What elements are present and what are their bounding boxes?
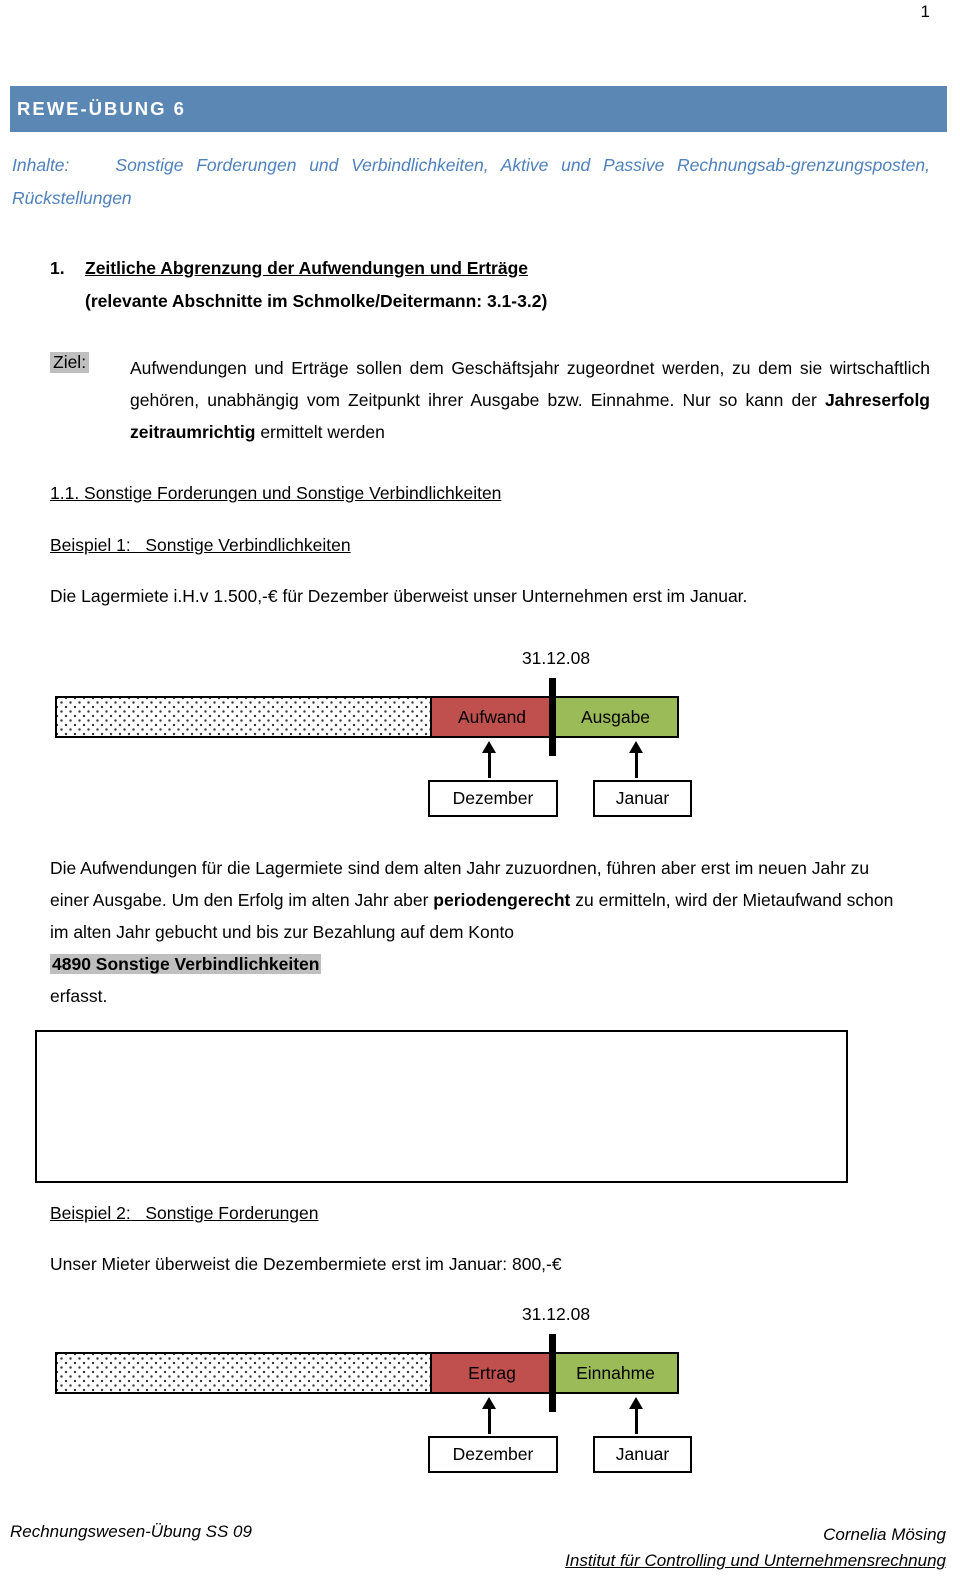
year-end-divider [549, 1334, 556, 1412]
explanation-bold: periodengerecht [433, 890, 571, 910]
example-2-heading: Beispiel 2: Sonstige Forderungen [50, 1203, 319, 1223]
inflow-segment [552, 1354, 677, 1392]
footer-author-block [565, 1522, 946, 1574]
footer-course-label: Rechnungswesen-Übung SS 09 [10, 1522, 252, 1541]
section-1-1-heading: 1.1. Sonstige Forderungen und Sonstige Verbindlichkeiten [50, 483, 502, 503]
explanation-part2: zu ermitteln, wird der Mietaufwand schon im alten Jahr gebucht und bis zur Bezahlung auf dem Konto [50, 890, 894, 942]
goal-text-part2: ermittelt werden [255, 422, 385, 442]
example-1-intro: Die Lagermiete i.H.v 1.500,-€ für Dezember überweist unser Unternehmen erst im Januar. [50, 586, 748, 606]
month-box-december: Dezember [428, 1436, 558, 1473]
footer-author-name: Cornelia Mösing [823, 1525, 946, 1544]
month-box-january: Januar [593, 1436, 692, 1473]
timeline-diagram-revenue [0, 1304, 960, 1476]
goal-text-bold: Jahreserfolg zeitraumrichtig [130, 390, 930, 442]
timeline-bar [55, 1352, 679, 1394]
section-1-subtitle: (relevante Abschnitte im Schmolke/Deitermann: 3.1-3.2) [85, 291, 548, 311]
document-title: REWE-ÜBUNG 6 [17, 98, 186, 119]
month-box-january: Januar [593, 780, 692, 817]
booking-entry-box [35, 1030, 848, 1183]
arrow-stem [635, 753, 638, 778]
arrow-head [629, 741, 643, 753]
arrow-stem [488, 753, 491, 778]
arrow-stem [488, 1409, 491, 1434]
cutoff-date-label: 31.12.08 [521, 1304, 591, 1324]
arrow-stem [635, 1409, 638, 1434]
goal-text-part1: Aufwendungen und Erträge sollen dem Geschäftsjahr zugeordnet werden, zu dem sie wirtschaftlich gehören, unabhängig vom Zeitpunkt ihrer Ausgabe bzw. Einnahme. Nur so kann der [130, 358, 930, 410]
goal-label: Ziel: [50, 352, 89, 373]
prior-period-segment [57, 698, 430, 736]
explanation-part1: Die Aufwendungen für die Lagermiete sind dem alten Jahr zuzuordnen, führen aber erst im neuen Jahr zu einer Ausgabe. Um den Erfolg im alten Jahr aber [50, 858, 870, 910]
explanation-part3: erfasst. [50, 986, 108, 1006]
arrow-head [629, 1397, 643, 1409]
account-highlight: 4890 Sonstige Verbindlichkeiten [52, 954, 320, 974]
month-box-december: Dezember [428, 780, 558, 817]
contents-text: Sonstige Forderungen und Verbindlichkeiten, Aktive und Passive Rechnungsab-grenzungsposten, Rückstellungen [12, 155, 930, 208]
timeline-bar [55, 696, 679, 738]
title-bar [10, 86, 947, 132]
contents-label: Inhalte: [12, 155, 70, 175]
expense-segment [430, 698, 552, 736]
page-number: 1 [920, 2, 930, 21]
up-arrow-december [482, 1397, 496, 1434]
prior-period-segment [57, 1354, 430, 1392]
contents-paragraph [12, 149, 930, 215]
revenue-segment-label: Ertrag [468, 1362, 516, 1383]
year-end-divider [549, 678, 556, 756]
footer-institute-name: Institut für Controlling und Unternehmensrechnung [565, 1551, 946, 1570]
arrow-head [482, 741, 496, 753]
up-arrow-january [629, 1397, 643, 1434]
section-1-title: Zeitliche Abgrenzung der Aufwendungen und Erträge [85, 258, 529, 278]
up-arrow-december [482, 741, 496, 778]
explanation-paragraph [50, 852, 908, 1012]
up-arrow-january [629, 741, 643, 778]
goal-paragraph [130, 352, 930, 448]
expense-segment-label: Aufwand [457, 706, 527, 727]
inflow-segment-label: Einnahme [576, 1362, 655, 1383]
outflow-segment [552, 698, 677, 736]
arrow-head [482, 1397, 496, 1409]
section-1-number: 1. [50, 258, 65, 278]
outflow-segment-label: Ausgabe [580, 706, 651, 727]
cutoff-date-label: 31.12.08 [521, 648, 591, 668]
revenue-segment [430, 1354, 552, 1392]
example-2-intro: Unser Mieter überweist die Dezembermiete erst im Januar: 800,-€ [50, 1254, 562, 1274]
timeline-diagram-expense [0, 648, 960, 820]
example-1-heading: Beispiel 1: Sonstige Verbindlichkeiten [50, 535, 351, 555]
